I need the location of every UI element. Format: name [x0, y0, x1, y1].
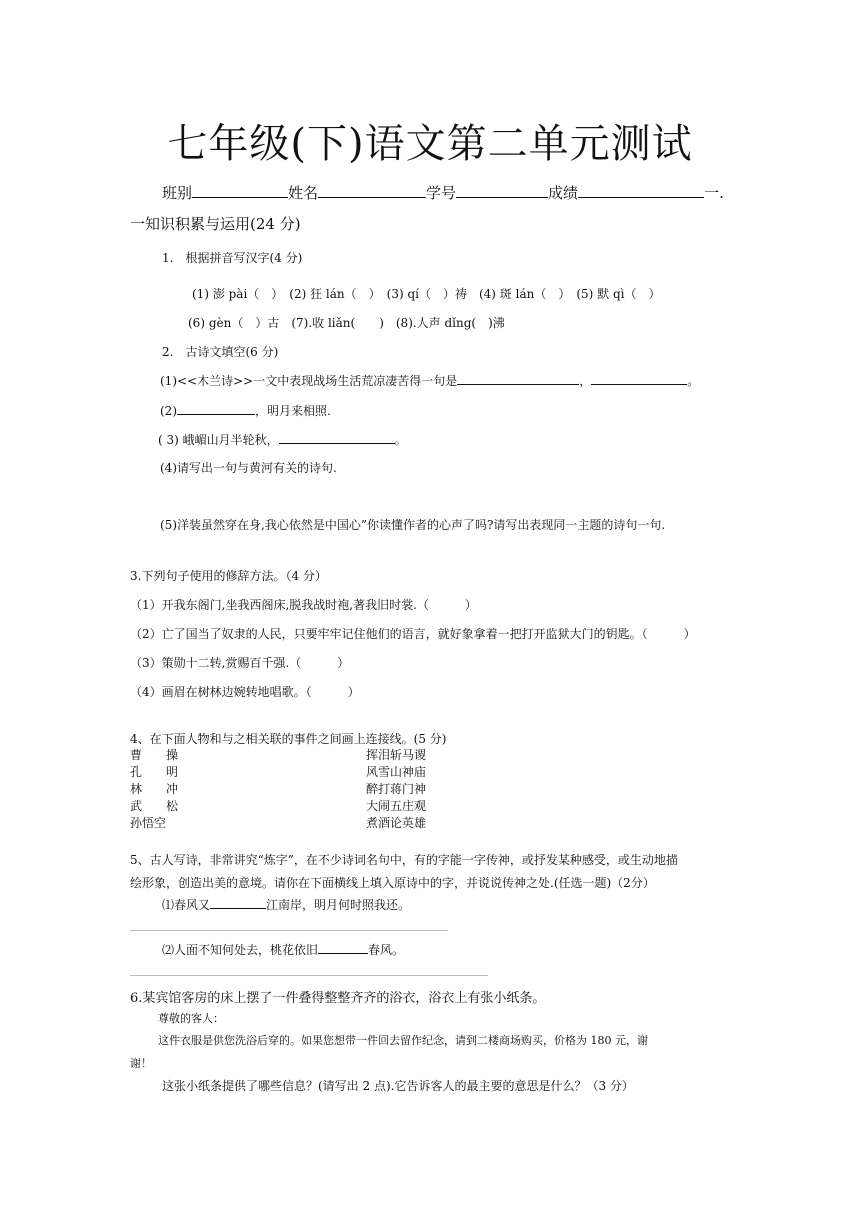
q2-line2-text: ，明月来相照.	[255, 404, 331, 418]
q6-question: 这张小纸条提供了哪些信息？(请写出 2 点).它告诉客人的最主要的意思是什么？（3 分）	[162, 1079, 634, 1093]
q4-people-list	[130, 747, 178, 832]
q1-title: 1. 根据拼音写汉字(4 分)	[162, 251, 303, 265]
person-item: 孔 明	[130, 765, 179, 779]
class-blank	[192, 184, 288, 198]
event-item: 醉打蒋门神	[366, 782, 427, 796]
q2-line3-end: 。	[394, 433, 407, 447]
q6-title: 6.某宾馆客房的床上摆了一件叠得整整齐齐的浴衣，浴衣上有张小纸条。	[130, 991, 546, 1006]
class-label: 班别	[162, 184, 193, 202]
q5-line1: 5、古人写诗，非常讲究“炼字”，在不少诗词名句中，有的字能一字传神，或抒发某种感受，或生动地描	[130, 853, 678, 867]
answer-line	[130, 975, 488, 976]
q3-item: （1）开我东阁门,坐我西阁床,脱我战时袍,著我旧时裳.（ ）	[130, 598, 477, 612]
event-item: 挥泪斩马谡	[366, 748, 427, 762]
q5-poem2-end: 春风。	[368, 943, 405, 957]
q4-title: 4、在下面人物和与之相关联的事件之间画上连接线。(5 分)	[130, 732, 447, 746]
q2-line5: (5)洋装虽然穿在身,我心依然是中国心”你读懂作者的心声了吗?请写出表现同一主题的诗句一句.	[160, 518, 666, 532]
q2-line1-end: 。	[687, 374, 700, 388]
answer-blank	[279, 432, 395, 444]
q2-line1-text: (1)<<木兰诗>>一文中表现战场生活荒凉凄苦得一句是	[160, 374, 458, 388]
name-blank	[318, 184, 426, 198]
person-item: 曹 操	[130, 748, 179, 762]
answer-blank	[457, 373, 579, 385]
event-item: 煮酒论英雄	[366, 816, 427, 830]
q4-events-list	[366, 747, 426, 832]
q2-line2-prefix: (2)	[160, 404, 177, 418]
id-blank	[456, 184, 548, 198]
name-label: 姓名	[288, 184, 319, 202]
q2-line1	[160, 372, 699, 389]
header-trail: 一.	[704, 184, 724, 202]
q5-poem1-start: ⑴春风又	[162, 898, 211, 912]
score-label: 成绩	[548, 184, 579, 202]
section-heading: 一知识积累与运用(24 分)	[130, 215, 301, 233]
page-title: 七年级(下)语文第二单元测试	[167, 121, 693, 167]
event-item: 大闹五庄观	[366, 799, 427, 813]
student-info-line	[162, 182, 724, 203]
q3-item: （3）策勋十二转,赏赐百千强.（ ）	[130, 656, 350, 670]
note-line: 谢！	[130, 1057, 152, 1070]
answer-blank	[177, 403, 255, 415]
q3-item: （4）画眉在树林边婉转地唱歌。（ ）	[130, 685, 360, 699]
q5-poem2-start: ⑵人面不知何处去，桃花依旧	[162, 943, 319, 957]
id-label: 学号	[426, 184, 457, 202]
note-greeting: 尊敬的客人：	[158, 1012, 224, 1025]
answer-line	[130, 930, 448, 931]
q2-line4: (4)请写出一句与黄河有关的诗句.	[160, 461, 337, 475]
person-item: 武 松	[130, 799, 179, 813]
q3-title: 3.下列句子使用的修辞方法。（4 分）	[130, 569, 327, 583]
q5-poem1-end: 江南岸，明月何时照我还。	[266, 898, 411, 912]
q2-title: 2. 古诗文填空(6 分)	[162, 345, 279, 359]
event-item: 风雪山神庙	[366, 765, 427, 779]
q2-line3	[158, 431, 407, 448]
q5-poem1	[162, 896, 410, 913]
q5-poem2	[162, 941, 404, 958]
q2-line3-text: ( 3) 峨嵋山月半轮秋，	[158, 433, 279, 447]
q1-line1: (1) 澎 pài（ ） (2) 狂 lán（ ） (3) qí（ ）祷 (4) 斑 lán（ ） (5) 默 qì（ ）	[192, 287, 661, 301]
person-item: 林 冲	[130, 782, 179, 796]
answer-blank	[210, 896, 266, 909]
note-line: 这件衣服是供您洗浴后穿的。如果您想带一件回去留作纪念，请到二楼商场购买，价格为 180 元，谢	[158, 1034, 648, 1047]
q1-line2: (6) gèn（ ）古 (7).收 liǎn( ) (8).人声 dǐng( )沸	[188, 316, 505, 330]
q2-line2	[160, 402, 331, 419]
score-blank	[578, 184, 704, 198]
answer-blank	[318, 941, 368, 954]
q3-item: （2）亡了国当了奴隶的人民，只要牢牢记住他们的语言，就好象拿着一把打开监狱大门的钥匙。（ ）	[130, 627, 696, 641]
q5-line2: 绘形象，创造出美的意境。请你在下面横线上填入原诗中的字，并说说传神之处.(任选一题)（2分）	[130, 876, 655, 890]
person-item: 孙悟空	[130, 816, 167, 830]
answer-blank	[591, 373, 687, 385]
q2-line1-comma: ，	[579, 374, 592, 388]
